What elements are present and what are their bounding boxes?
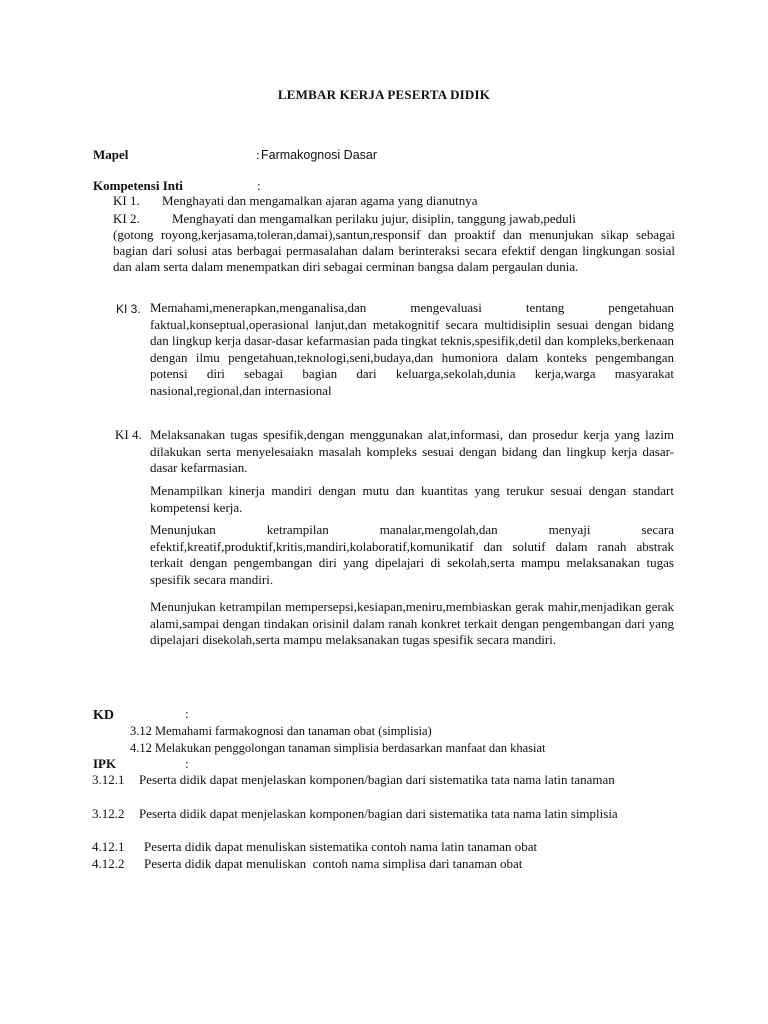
- ipk-item-text: Peserta didik dapat menuliskan sistematika contoh nama latin tanaman obat: [144, 839, 538, 854]
- document-title: LEMBAR KERJA PESERTA DIDIK: [277, 87, 491, 102]
- kompetensi-inti-colon: :: [257, 178, 261, 193]
- kd-item-1: 3.12 Memahami farmakognosi dan tanaman obat (simplisia): [130, 724, 432, 738]
- ipk-item: [92, 856, 674, 873]
- ki4-paragraph-1: Melaksanakan tugas spesifik,dengan menggunakan alat,informasi, dan prosedur kerja yang lazim dilakukan serta menyelesaiakn masalah kompleks sesuai dengan bidang dan lingkup kerja dasar-dasar kefarmasian.: [150, 427, 674, 475]
- mapel-label: Mapel: [93, 147, 129, 162]
- ipk-item: [92, 839, 674, 856]
- mapel-colon: :: [256, 147, 260, 162]
- ki4-paragraph-3: Menunjukan ketrampilan manalar,mengolah,dan menyaji secara efektif,kreatif,produktif,kritis,mandiri,kolaboratif,komunikatif dan solutif dalam ranah abstrak terkait dengan pengembangan diri yang dipelajari di sekolah,serta mampu melaksanakan tugas spesifik secara mandiri.: [150, 522, 674, 587]
- kd-label: KD: [93, 708, 114, 723]
- ki2-label: KI 2.: [113, 211, 140, 226]
- ipk-item-number: 4.12.2: [92, 856, 125, 871]
- mapel-value: Farmakognosi Dasar: [261, 148, 378, 162]
- ipk-item-text: Peserta didik dapat menuliskan contoh nama simplisa dari tanaman obat: [144, 856, 523, 871]
- ki1-label: KI 1.: [113, 193, 140, 208]
- ipk-item-number: 3.12.2: [92, 806, 125, 821]
- ipk-item: [92, 772, 674, 789]
- ipk-colon: :: [185, 756, 189, 771]
- ki4-paragraph-2: Menampilkan kinerja mandiri dengan mutu dan kuantitas yang terukur sesuai dengan standart kompetensi kerja.: [150, 483, 674, 515]
- ki4-paragraph-4: Menunjukan ketrampilan mempersepsi,kesiapan,meniru,membiaskan gerak mahir,menjadikan gerak alami,sampai dengan tindakan orisinil dalam ranah konkret terkait dengan pengembangan dari yang dipelajari disekolah,serta mampu melaksanakan tugas spesifik secara mandiri.: [150, 599, 674, 647]
- kd-colon: :: [185, 706, 189, 721]
- ki4-label: KI 4.: [115, 427, 142, 442]
- ipk-item-number: 4.12.1: [92, 839, 125, 854]
- ipk-label: IPK: [93, 756, 117, 771]
- kompetensi-inti-label: Kompetensi Inti: [93, 178, 183, 193]
- ki3-label: KI 3.: [116, 302, 141, 316]
- kd-item-2: 4.12 Melakukan penggolongan tanaman simplisia berdasarkan manfaat dan khasiat: [130, 741, 546, 755]
- ki2-text-first: Menghayati dan mengamalkan perilaku jujur, disiplin, tanggung jawab,peduli: [172, 211, 576, 226]
- ki2-text-rest: (gotong royong,kerjasama,toleran,damai),santun,responsif dan proaktif dan menunjukan sikap sebagai bagian dari solusi atas berbagai permasalahan dalam berinteraksi secara efektif dengan lingkungan sosial dan alam serta dalam menempatkan diri sebagai cerminan bangsa dalam pergaulan dunia.: [113, 227, 675, 275]
- ipk-item-number: 3.12.1: [92, 772, 125, 787]
- ipk-item: [92, 806, 674, 823]
- ipk-item-text: Peserta didik dapat menjelaskan komponen/bagian dari sistematika tata nama latin tanaman: [139, 772, 615, 787]
- ki3-text: Memahami,menerapkan,menganalisa,dan mengevaluasi tentang pengetahuan faktual,konseptual,operasional lanjut,dan metakognitif secara multidisiplin sesuai dengan bidang dan lingkup kerja dasar-dasar kefarmasian pada tingkat teknis,spesifik,detil dan kompleks,berkenaan dengan ilmu pengetahuan,teknologi,seni,budaya,dan humoniora dalam konteks pengembangan potensi diri sebagai bagian dari keluarga,sekolah,dunia kerja,warga masyarakat nasional,regional,dan internasional: [150, 300, 674, 398]
- ipk-item-text: Peserta didik dapat menjelaskan komponen/bagian dari sistematika tata nama latin simplisia: [139, 806, 618, 821]
- ki1-text: Menghayati dan mengamalkan ajaran agama yang dianutnya: [162, 193, 478, 208]
